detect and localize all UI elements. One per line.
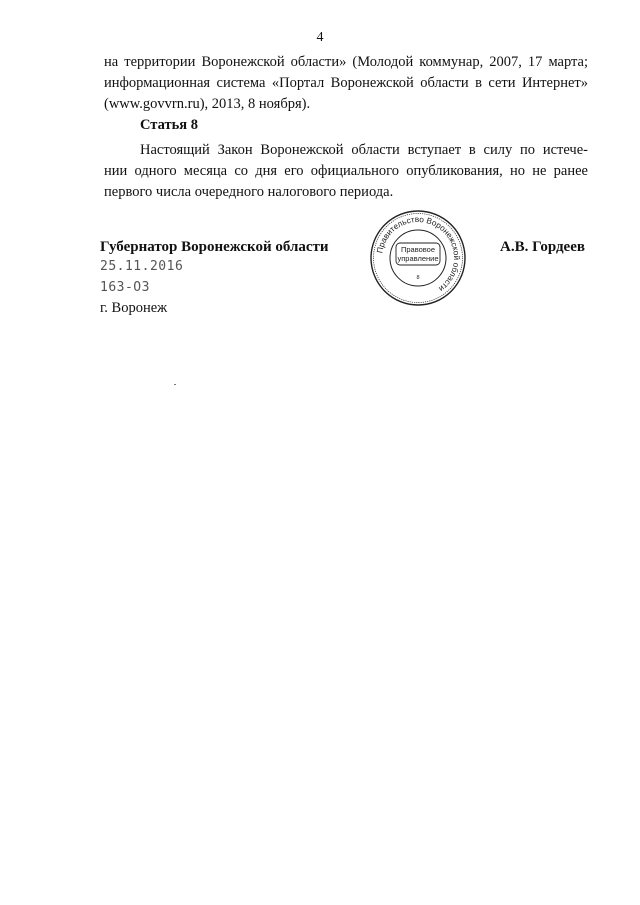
registration-number: 163-ОЗ (100, 280, 150, 295)
seal-center-line-2: управление (397, 254, 439, 263)
page-number: 4 (316, 30, 324, 45)
scan-speck (174, 384, 176, 385)
paragraph-line: (www.govvrn.ru), 2013, 8 ноября). (104, 96, 311, 112)
governor-title: Губернатор Воронежской области (100, 239, 329, 255)
seal-mark: 8 (416, 275, 420, 281)
continuation-paragraph (104, 52, 588, 115)
seal-center-line-1: Правовое (400, 245, 436, 254)
paragraph-line: на территории Воронежской области» (Молодой коммунар, 2007, 17 марта; (104, 54, 588, 70)
paragraph-line: нии одного месяца со дня его официального опубликования, но не ранее (104, 163, 588, 179)
registration-date: 25.11.2016 (100, 259, 184, 274)
seal-ring-text: Правительство Воронежской области (375, 214, 462, 294)
governor-name: А.В. Гордеев (500, 239, 585, 255)
paragraph-line: первого числа очередного налогового периода. (104, 184, 394, 200)
article-heading: Статья 8 (140, 117, 198, 133)
article-paragraph (104, 140, 588, 203)
city-name: г. Воронеж (100, 300, 168, 316)
official-seal-stamp (368, 208, 468, 308)
paragraph-line: Настоящий Закон Воронежской области вступает в силу по истече- (140, 142, 588, 158)
paragraph-line: информационная система «Портал Воронежской области в сети Интернет» (104, 75, 588, 91)
